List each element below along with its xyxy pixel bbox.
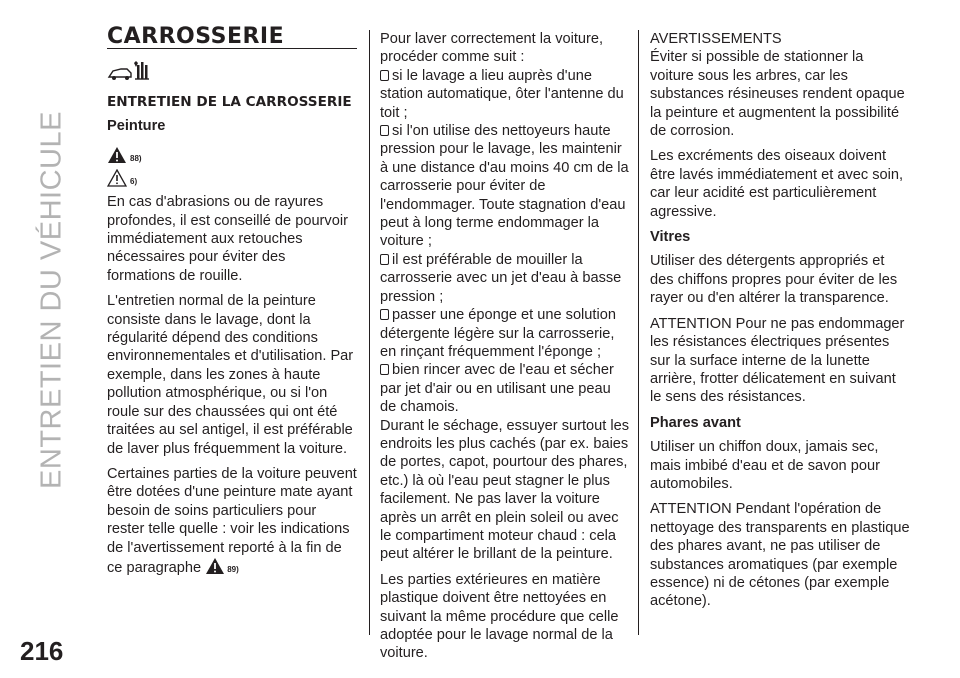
column-2	[380, 30, 630, 670]
bullet-box-icon	[380, 125, 389, 136]
warning-ref-label: 6)	[130, 177, 138, 187]
paragraph: Les parties extérieures en matière plastique doivent être nettoyées en suivant la même procédure que celle adoptée pour le lavage normal de la voiture.	[380, 571, 619, 662]
column-1	[107, 24, 357, 584]
paragraph: Durant le séchage, essuyer surtout les endroits les plus cachés (par ex. baies de portes, capot, pourtour des phares, etc.) là où l'eau peut stagner le plus facilement. Ne pas laver la voiture après un arrêt en plein soleil ou avec le compartiment moteur chaud : cela peut altérer le brillant de la peinture.	[380, 417, 630, 563]
paragraph: L'entretien normal de la peinture consiste dans le lavage, dont la régularité dépend des conditions environnementales et d'utilisation. Par exemple, dans les zones à haute pollution atmosphérique, ou si l'on roule sur des chaussées qui ont été traitées au sel antigel, il est préférable de laver plus fréquemment la voiture.	[107, 293, 354, 457]
list-item-text: bien rincer avec de l'eau et sécher par jet d'air ou en utilisant une peau de chamois.	[380, 362, 614, 416]
warning-ref-label: 89)	[227, 564, 239, 574]
paragraph: Éviter si possible de stationner la voiture sous les arbres, car les substances résineuses rendent opaque la peinture et augmentent la possibilité de corrosion.	[650, 49, 905, 140]
warning-triangle-icon	[107, 146, 127, 164]
list-item	[380, 67, 630, 122]
paragraph: Utiliser des détergents appropriés et des chiffons propres pour éviter de les rayer ou d'en altérer la transparence.	[650, 253, 898, 307]
list-item	[380, 251, 630, 306]
warning-reference-88	[107, 141, 357, 164]
column-divider-1	[369, 30, 370, 635]
paragraph-text: Certaines parties de la voiture peuvent être dotées d'une peinture mate ayant besoin de soins particuliers pour rester telle quelle : voir les indications de l'avertissement reporté à la fin de ce paragraphe	[107, 465, 357, 576]
list-item	[380, 122, 630, 251]
heading-warnings: AVERTISSEMENTS	[650, 31, 782, 47]
column-3	[650, 30, 910, 618]
list-item-text: si le lavage a lieu auprès d'une station automatique, ôter l'antenne du toit ;	[380, 67, 624, 121]
paragraph	[107, 465, 357, 577]
column-divider-2	[638, 30, 639, 635]
bullet-box-icon	[380, 254, 389, 265]
intro-text: Pour laver correctement la voiture, procéder comme suit :	[380, 31, 604, 66]
paragraph: Utiliser un chiffon doux, jamais sec, mais imbibé d'eau et de savon pour automobiles.	[650, 439, 880, 492]
warning-triangle-icon	[107, 169, 127, 187]
warning-reference-6	[107, 164, 357, 187]
car-wash-icon	[107, 59, 151, 81]
washing-procedure	[380, 30, 630, 417]
paragraph: ATTENTION Pendant l'opération de nettoyage des transparents en plastique des phares avant, ne pas utiliser de substances aromatiques (par exemple essence) ni de cétones (par exemple acétone).	[650, 501, 910, 610]
list-item	[380, 306, 630, 361]
paragraph: Les excréments des oiseaux doivent être lavés immédiatement et avec soin, car leur acidité est particulièrement agressive.	[650, 148, 904, 220]
bullet-box-icon	[380, 70, 389, 81]
section-title: CARROSSERIE	[107, 28, 357, 49]
bullet-box-icon	[380, 309, 389, 320]
paragraph: En cas d'abrasions ou de rayures profondes, il est conseillé de pourvoir immédiatement aux retouches nécessaires pour éviter des formations de rouille.	[107, 194, 348, 284]
heading-windows: Vitres	[650, 229, 691, 246]
warning-ref-label: 88)	[130, 154, 142, 164]
list-item	[380, 361, 630, 416]
subsection-title: ENTRETIEN DE LA CARROSSERIE	[107, 93, 352, 110]
heading-paint: Peinture	[107, 117, 166, 134]
list-item-text: si l'on utilise des nettoyeurs haute pression pour le lavage, les maintenir à une distance d'au moins 40 cm de la carrosserie pour éviter de l'endommager. Toute stagnation d'eau peut à long terme endommager la voiture ;	[380, 123, 629, 250]
side-title: ENTRETIEN DU VÉHICULE	[35, 111, 68, 489]
paragraph: ATTENTION Pour ne pas endommager les résistances électriques présentes sur la surface interne de la lunette arrière, frotter délicatement en suivant le sens des résistances.	[650, 315, 905, 406]
warning-triangle-icon	[205, 557, 225, 575]
list-item-text: il est préférable de mouiller la carrosserie avec un jet d'eau à basse pression ;	[380, 251, 622, 305]
page-number: 216	[20, 636, 64, 666]
bullet-box-icon	[380, 364, 389, 375]
heading-headlights: Phares avant	[650, 414, 741, 431]
warning-reference-89	[205, 557, 239, 575]
list-item-text: passer une éponge et une solution détergente légère sur la carrosserie, en rinçant fréquemment l'éponge ;	[380, 307, 616, 360]
